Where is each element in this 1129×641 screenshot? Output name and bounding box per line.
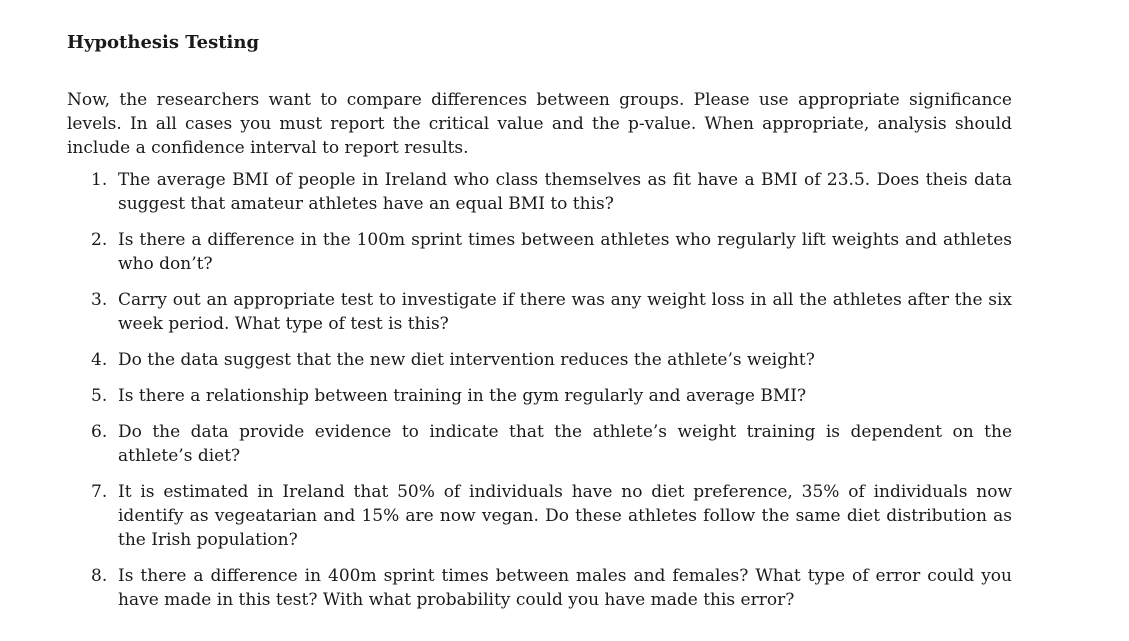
question-item-3 xyxy=(67,288,1012,336)
question-item-2 xyxy=(67,228,1012,276)
question-number: 5. xyxy=(91,386,108,406)
question-text: Do the data provide evidence to indicate that the athlete’s weight training is dependent on the athlete’s diet? xyxy=(118,422,1012,466)
question-text: Is there a difference in 400m sprint times between males and females? What type of error could you have made in this test? With what probability could you have made this error? xyxy=(118,566,1012,610)
document-page xyxy=(67,30,1012,624)
question-number: 6. xyxy=(91,422,108,442)
question-number: 2. xyxy=(91,230,108,250)
question-item-5 xyxy=(67,384,1012,408)
question-number: 1. xyxy=(91,170,108,190)
question-list xyxy=(67,168,1012,612)
question-item-6 xyxy=(67,420,1012,468)
intro-paragraph: Now, the researchers want to compare differences between groups. Please use appropriate significance levels. In all cases you must report the critical value and the p-value. When appropriate, analysis should include a confidence interval to report results. xyxy=(67,90,1012,158)
question-number: 4. xyxy=(91,350,108,370)
question-number: 8. xyxy=(91,566,108,586)
question-item-4 xyxy=(67,348,1012,372)
question-text: The average BMI of people in Ireland who class themselves as fit have a BMI of 23.5. Does theis data suggest that amateur athletes have an equal BMI to this? xyxy=(118,170,1012,214)
question-number: 3. xyxy=(91,290,108,310)
question-item-7 xyxy=(67,480,1012,552)
question-text: Is there a difference in the 100m sprint times between athletes who regularly lift weights and athletes who don’t? xyxy=(118,230,1012,274)
section-title: Hypothesis Testing xyxy=(67,32,260,53)
question-text: Carry out an appropriate test to investigate if there was any weight loss in all the athletes after the six week period. What type of test is this? xyxy=(118,290,1012,334)
question-number: 7. xyxy=(91,482,108,502)
question-item-8 xyxy=(67,564,1012,612)
question-item-1 xyxy=(67,168,1012,216)
question-text: Is there a relationship between training in the gym regularly and average BMI? xyxy=(118,386,807,406)
question-text: Do the data suggest that the new diet intervention reduces the athlete’s weight? xyxy=(118,350,815,370)
question-text: It is estimated in Ireland that 50% of individuals have no diet preference, 35% of individuals now identify as vegeatarian and 15% are now vegan. Do these athletes follow the same diet distribution as the Irish population? xyxy=(118,482,1012,550)
